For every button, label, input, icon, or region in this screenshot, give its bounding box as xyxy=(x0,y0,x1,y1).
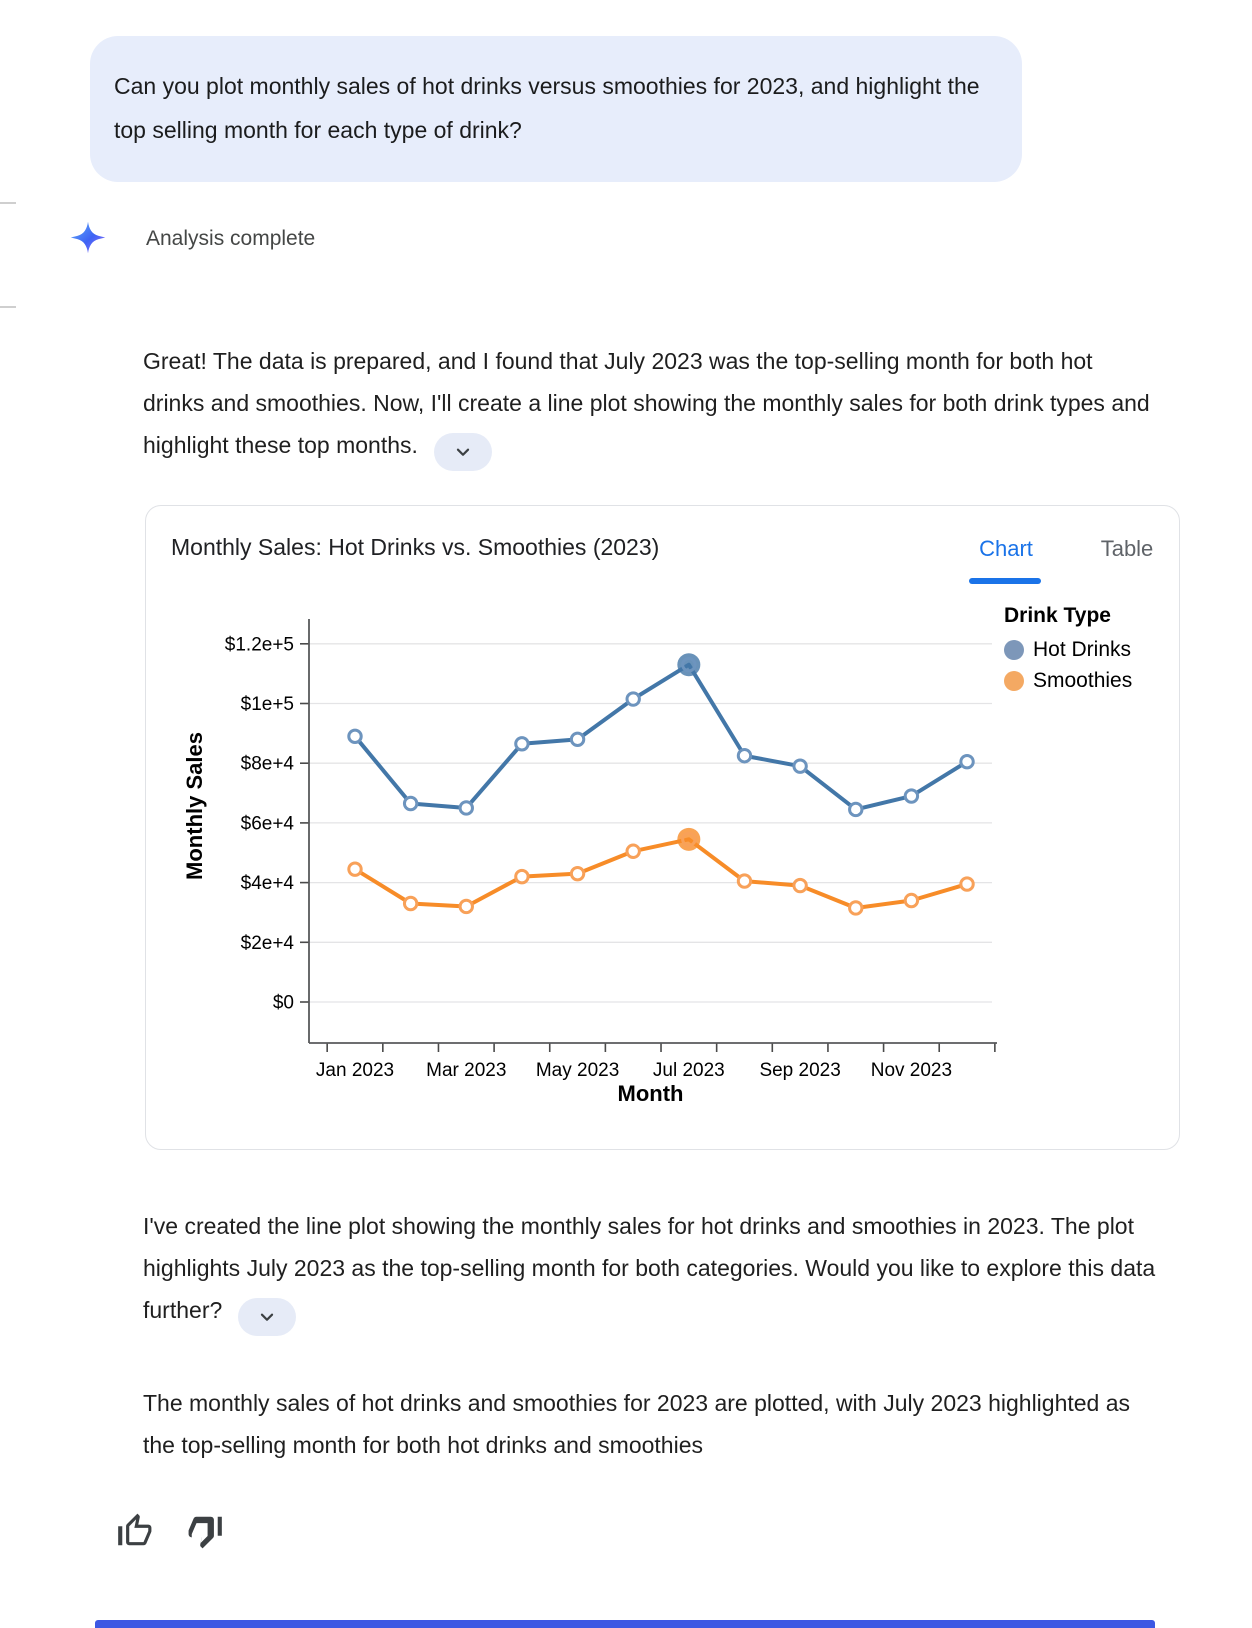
assistant-message-3-text: The monthly sales of hot drinks and smoothies for 2023 are plotted, with July 2023 highlighted as the top-selling month for both hot drinks and smoothies xyxy=(143,1390,1131,1458)
tab-chart[interactable]: Chart xyxy=(968,536,1044,562)
svg-text:$2e+4: $2e+4 xyxy=(240,932,294,954)
tab-table[interactable]: Table xyxy=(1092,536,1162,562)
thumb-down-icon xyxy=(187,1512,225,1550)
chart-card xyxy=(145,505,1180,1150)
active-tab-underline xyxy=(969,578,1041,584)
svg-text:$1e+5: $1e+5 xyxy=(240,694,294,715)
svg-text:Sep 2023: Sep 2023 xyxy=(759,1060,841,1081)
assistant-message-2-text: I've created the line plot showing the monthly sales for hot drinks and smoothies in 2023. The plot highlights July 2023 as the top-selling month for both categories. Would you like to explore this data further? xyxy=(143,1213,1156,1323)
svg-text:$6e+4: $6e+4 xyxy=(240,813,294,835)
svg-text:$0: $0 xyxy=(272,992,294,1014)
collapse-message-button[interactable] xyxy=(238,1298,296,1336)
feedback-bar xyxy=(113,1510,227,1555)
analysis-status-row[interactable] xyxy=(70,220,315,258)
thumb-down-button[interactable] xyxy=(185,1510,227,1555)
chevron-down-icon xyxy=(452,441,474,463)
gemini-sparkle-icon xyxy=(70,220,106,258)
svg-text:$1.2e+5: $1.2e+5 xyxy=(224,634,294,656)
svg-text:Month: Month xyxy=(617,1081,684,1106)
thumb-up-icon xyxy=(115,1512,153,1550)
legend-label: Hot Drinks xyxy=(1033,638,1132,661)
svg-text:Nov 2023: Nov 2023 xyxy=(870,1060,953,1081)
chart-title: Monthly Sales: Hot Drinks vs. Smoothies (2023) xyxy=(171,534,660,560)
svg-text:Jul 2023: Jul 2023 xyxy=(652,1060,725,1081)
bottom-accent-bar xyxy=(95,1620,1155,1628)
left-edge-tick xyxy=(0,202,16,204)
analysis-status-label: Analysis complete xyxy=(146,227,316,250)
legend-title: Drink Type xyxy=(1004,604,1111,627)
assistant-message-2 xyxy=(143,1205,1159,1336)
line-chart xyxy=(166,596,1176,1116)
legend-label: Smoothies xyxy=(1033,669,1133,692)
svg-text:$8e+4: $8e+4 xyxy=(240,753,294,775)
svg-text:Mar 2023: Mar 2023 xyxy=(426,1060,507,1081)
assistant-message-3 xyxy=(143,1382,1159,1466)
assistant-message-1 xyxy=(143,340,1159,471)
chevron-down-icon xyxy=(256,1306,278,1328)
svg-text:Jan 2023: Jan 2023 xyxy=(315,1060,395,1081)
collapse-message-button[interactable] xyxy=(434,433,492,471)
left-edge-tick xyxy=(0,306,16,308)
thumb-up-button[interactable] xyxy=(113,1510,155,1555)
assistant-message-1-text: Great! The data is prepared, and I found that July 2023 was the top-selling month for both hot drinks and smoothies. Now, I'll create a line plot showing the monthly sales for both drink types and highlight these top months. xyxy=(143,348,1150,458)
svg-text:Monthly Sales: Monthly Sales xyxy=(182,732,207,880)
svg-text:May 2023: May 2023 xyxy=(535,1060,620,1081)
user-message-bubble xyxy=(90,36,1022,182)
user-message-text: Can you plot monthly sales of hot drinks versus smoothies for 2023, and highlight the top selling month for each type of drink? xyxy=(114,73,980,143)
svg-text:$4e+4: $4e+4 xyxy=(240,873,294,895)
